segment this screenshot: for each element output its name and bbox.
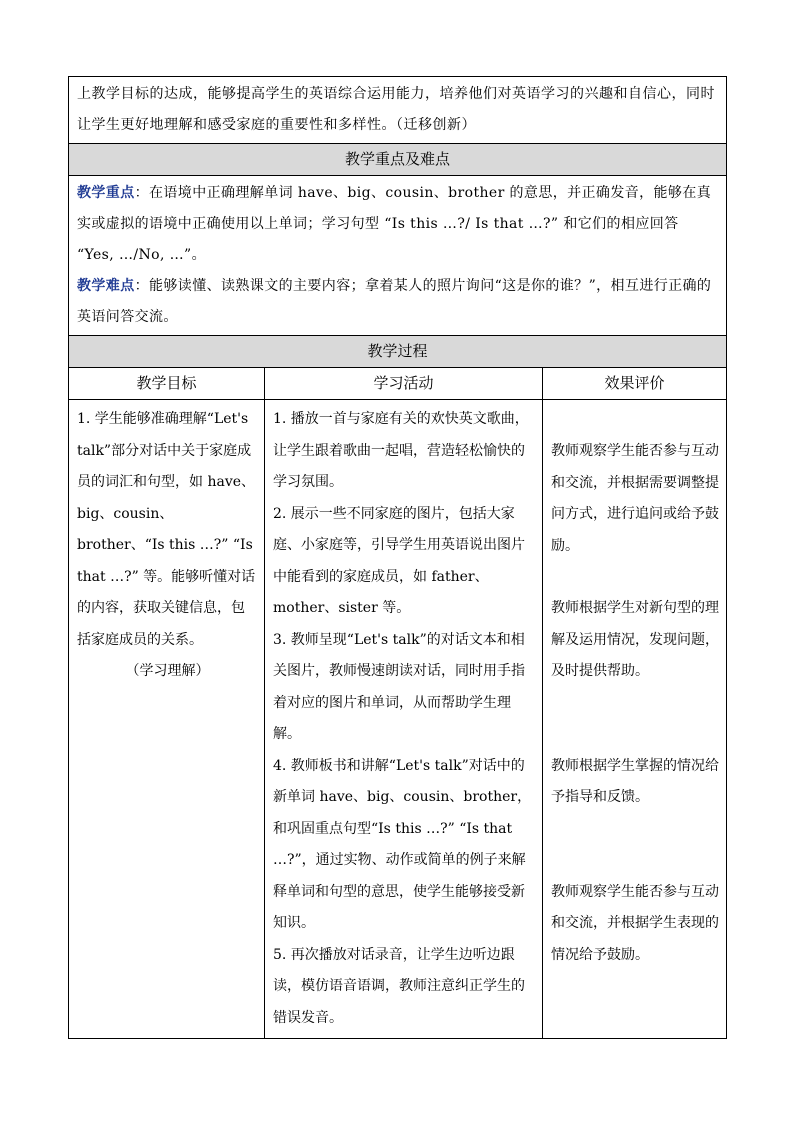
evaluation-item: 教师根据学生掌握的情况给予指导和反馈。 xyxy=(551,757,719,805)
process-section-title: 教学过程 xyxy=(69,336,727,368)
objective-text: 1. 学生能够准确理解“Let's talk”部分对话中关于家庭成员的词汇和句型，如 have、big、cousin、brother、“Is this …?” “Is that …?” 等。能够听懂对话的内容，获取关键信息，包括家庭成员的关系。 xyxy=(77,411,256,648)
activity-item: 3. 教师呈现“Let's talk”的对话文本和相关图片，教师慢速朗读对话，同时用手指着对应的图片和单词，从而帮助学生理解。 xyxy=(273,631,525,742)
evaluation-item: 教师观察学生能否参与互动和交流，并根据学生表现的情况给予鼓励。 xyxy=(551,883,719,963)
key-point xyxy=(77,178,720,271)
column-header-activity: 学习活动 xyxy=(265,368,543,400)
difficulty-point xyxy=(77,271,720,333)
intro-text: 上教学目标的达成，能够提高学生的英语综合运用能力，培养他们对英语学习的兴趣和自信心，同时让学生更好地理解和感受家庭的重要性和多样性。（迁移创新） xyxy=(77,86,715,133)
evaluation-item: 教师根据学生对新句型的理解及运用情况，发现问题，及时提供帮助。 xyxy=(551,600,719,679)
intro-cell xyxy=(69,77,727,144)
activity-item: 4. 教师板书和讲解“Let's talk”对话中的新单词 have、big、cousin、brother，和巩固重点句型“Is this …?” “Is that …?”，通过实物、动作或简单的例子来解释单词和句型的意思，使学生能够接受新知识。 xyxy=(273,757,532,931)
lesson-plan-table xyxy=(68,76,727,1039)
focus-cell xyxy=(69,176,727,336)
column-header-evaluation: 效果评价 xyxy=(543,368,727,400)
objective-tag: （学习理解） xyxy=(125,663,210,679)
evaluation-item: 教师观察学生能否参与互动和交流，并根据需要调整提问方式，进行追问或给予鼓励。 xyxy=(551,443,719,554)
focus-section-title: 教学重点及难点 xyxy=(69,144,727,176)
evaluation-cell xyxy=(543,400,727,1039)
key-point-text: ：在语境中正确理解单词 have、big、cousin、brother 的意思，并正确发音，能够在真实或虚拟的语境中正确使用以上单词；学习句型 “Is this …?/ Is that …?” 和它们的相应回答 “Yes, …/No, …”。 xyxy=(77,185,712,263)
objective-cell xyxy=(69,400,265,1039)
key-point-label: 教学重点 xyxy=(77,185,135,201)
activity-item: 2. 展示一些不同家庭的图片，包括大家庭、小家庭等，引导学生用英语说出图片中能看到的家庭成员，如 father、mother、sister 等。 xyxy=(273,505,525,616)
lesson-plan-page xyxy=(68,76,726,1039)
column-header-objective: 教学目标 xyxy=(69,368,265,400)
activity-item: 5. 再次播放对话录音，让学生边听边跟读，模仿语音语调，教师注意纠正学生的错误发音。 xyxy=(273,946,525,1026)
difficulty-label: 教学难点 xyxy=(77,278,135,294)
difficulty-text: ：能够读懂、读熟课文的主要内容；拿着某人的照片询问“这是你的谁？”，相互进行正确的英语问答交流。 xyxy=(77,278,712,325)
activity-cell xyxy=(265,400,543,1039)
activity-item: 1. 播放一首与家庭有关的欢快英文歌曲，让学生跟着歌曲一起唱，营造轻松愉快的学习氛围。 xyxy=(273,411,529,490)
